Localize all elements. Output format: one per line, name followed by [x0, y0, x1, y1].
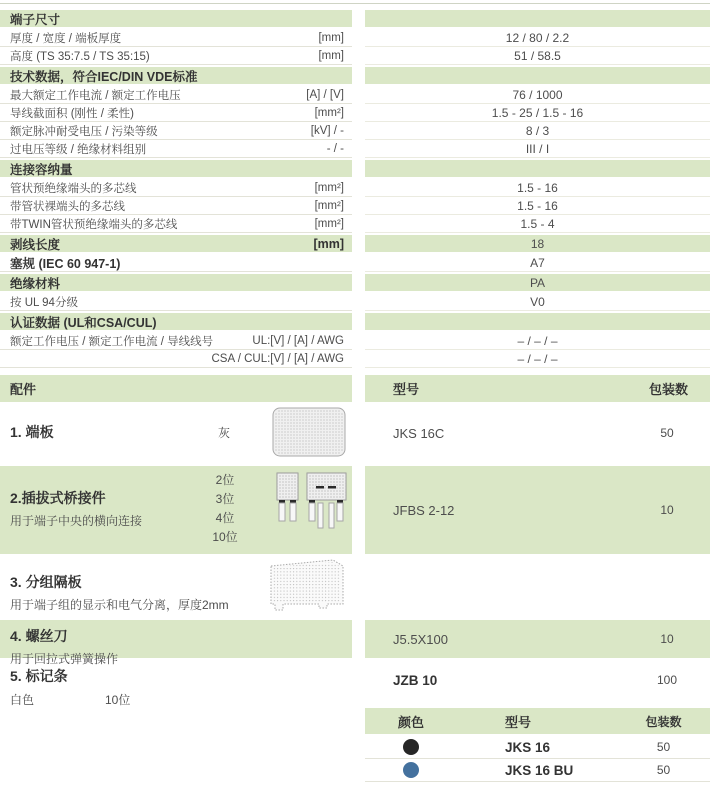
accessory-description: 用于端子组的显示和电气分离，厚度2mm	[10, 598, 229, 612]
spec-value: 76 / 1000	[512, 87, 563, 102]
accessories-header	[0, 375, 352, 402]
model-number: JKS 16 BU	[505, 762, 574, 778]
accessory-color-option: 灰	[218, 426, 231, 440]
pack-quantity: 50	[656, 740, 671, 754]
pack-quantity: 100	[656, 673, 678, 687]
spec-value: A7	[530, 255, 545, 270]
spec-label: 连接容纳量	[10, 162, 73, 177]
spec-label: 剥线长度	[10, 237, 61, 252]
spec-row	[0, 272, 352, 293]
accessory-item	[0, 464, 352, 556]
pack-quantity: 50	[660, 426, 674, 440]
spec-unit: [mm]	[318, 49, 344, 62]
spec-unit: [mm²]	[314, 199, 344, 212]
accessory-item	[0, 402, 352, 464]
spec-value-row	[365, 179, 710, 197]
model-number: JKS 16C	[393, 425, 445, 441]
spec-row	[0, 179, 352, 197]
spec-unit: [mm²]	[314, 106, 344, 119]
spec-value-row	[365, 272, 710, 293]
model-row	[365, 556, 710, 618]
spec-unit: CSA / CUL:[V] / [A] / AWG	[211, 352, 344, 365]
model-number: JFBS 2-12	[393, 502, 455, 518]
spec-label: 高度 (TS 35:7.5 / TS 35:15)	[10, 50, 150, 63]
spec-value-row	[365, 47, 710, 65]
spec-unit: [mm]	[313, 236, 344, 251]
spec-value-row	[365, 293, 710, 311]
group-divider-image	[267, 558, 347, 616]
spec-value: 1.5 - 16	[517, 198, 558, 213]
color-variant-row	[365, 759, 710, 782]
spec-unit: UL:[V] / [A] / AWG	[252, 334, 344, 347]
pole-option: 10位	[212, 530, 238, 544]
spec-row	[0, 122, 352, 140]
models-header	[365, 375, 710, 402]
spec-value-row	[365, 311, 710, 332]
spec-unit: [mm]	[318, 31, 344, 44]
spec-label: 按 UL 94分级	[10, 296, 78, 309]
spec-value-row	[365, 65, 710, 86]
black-dot-icon	[403, 739, 419, 755]
endplate-image	[272, 407, 346, 457]
spec-value-row	[365, 29, 710, 47]
accessory-title: 1. 端板	[10, 424, 54, 440]
spec-value: – / – / –	[517, 333, 558, 348]
color-cell	[365, 739, 457, 755]
spec-value: 1.5 - 4	[520, 216, 555, 231]
spec-label: 端子尺寸	[10, 12, 61, 27]
pack-quantity: 50	[656, 763, 671, 777]
spec-value: PA	[529, 275, 546, 290]
accessories-title: 配件	[10, 382, 37, 397]
color-variants-table	[365, 708, 710, 782]
spec-value-row	[365, 158, 710, 179]
spec-label: 带管状裸端头的多芯线	[10, 200, 125, 213]
accessory-item	[0, 660, 352, 707]
spec-label: 最大额定工作电流 / 额定工作电压	[10, 89, 181, 102]
bridge-connectors-image	[276, 472, 348, 538]
spec-row	[0, 197, 352, 215]
spec-value: 8 / 3	[525, 123, 550, 138]
pack-quantity: 10	[660, 503, 674, 517]
spec-value-row	[365, 215, 710, 233]
spec-label: 过电压等级 / 绝缘材料组别	[10, 143, 147, 156]
model-number: JZB 10	[393, 672, 438, 688]
pole-option: 4位	[215, 511, 235, 525]
spec-row	[0, 311, 352, 332]
spec-value-row	[365, 350, 710, 368]
spec-row	[0, 254, 352, 272]
accessories-list	[0, 402, 352, 707]
accessory-title: 2.插拔式桥接件	[10, 490, 106, 506]
accessory-title: 4. 螺丝刀	[10, 628, 68, 644]
spec-row	[0, 233, 352, 254]
model-number: JKS 16	[505, 739, 551, 755]
pack-quantity: 10	[660, 632, 674, 646]
spec-label: 塞规 (IEC 60 947-1)	[10, 256, 121, 271]
spec-label: 管状预绝缘端头的多芯线	[10, 182, 137, 195]
spec-row	[0, 29, 352, 47]
spec-unit: [mm²]	[314, 217, 344, 230]
spec-unit: [mm²]	[314, 181, 344, 194]
model-row	[365, 402, 710, 464]
models-col-qty: 包装数	[648, 382, 688, 397]
spec-row	[0, 104, 352, 122]
spec-value-row	[365, 8, 710, 29]
accessory-item	[0, 556, 352, 618]
pole-option: 3位	[215, 492, 235, 506]
accessory-item	[0, 618, 352, 666]
spec-unit: [kV] / -	[310, 124, 344, 137]
spec-value: 51 / 58.5	[514, 48, 561, 63]
accessory-title: 5. 标记条	[10, 668, 68, 684]
spec-value-row	[365, 140, 710, 158]
spec-row	[0, 215, 352, 233]
spec-row	[0, 293, 352, 311]
model-number: J5.5X100	[393, 631, 448, 647]
spec-table-labels	[0, 8, 352, 368]
spec-row	[0, 65, 352, 86]
spec-row	[0, 140, 352, 158]
spec-label: 额定脉冲耐受电压 / 污染等级	[10, 125, 158, 138]
spec-value-row	[365, 233, 710, 254]
spec-value-row	[365, 197, 710, 215]
spec-row	[0, 158, 352, 179]
models-col-model: 型号	[393, 382, 420, 397]
spec-value: 1.5 - 25 / 1.5 - 16	[491, 105, 584, 120]
accessory-detail-line	[10, 691, 352, 708]
accessory-description: 用于端子中央的横向连接	[10, 514, 143, 528]
colors-col-model: 型号	[505, 714, 532, 730]
spec-value: – / – / –	[517, 351, 558, 366]
spec-value-row	[365, 104, 710, 122]
model-row	[365, 618, 710, 660]
accessory-description: 用于回拉式弹簧操作	[10, 652, 119, 666]
colors-header	[365, 708, 710, 736]
spec-value-row	[365, 254, 710, 272]
spec-row	[0, 332, 352, 350]
spec-value: V0	[530, 294, 545, 309]
blue-dot-icon	[403, 762, 419, 778]
marker-count-label: 10位	[105, 693, 131, 707]
pole-option: 2位	[215, 473, 235, 487]
spec-table-values	[365, 8, 710, 368]
spec-unit: [A] / [V]	[306, 88, 344, 101]
spec-label: 导线截面积 (刚性 / 柔性)	[10, 107, 134, 120]
spec-label: 技术数据，符合IEC/DIN VDE标准	[10, 69, 198, 84]
spec-label: 绝缘材料	[10, 276, 61, 291]
accessory-pole-options	[203, 471, 247, 547]
spec-row	[0, 350, 352, 368]
spec-value: 12 / 80 / 2.2	[505, 30, 570, 45]
spec-label: 认证数据 (UL和CSA/CUL)	[10, 315, 157, 330]
models-list	[365, 402, 710, 700]
spec-row	[0, 8, 352, 29]
top-rule	[0, 3, 710, 4]
spec-label: 厚度 / 宽度 / 端板厚度	[10, 32, 122, 45]
model-row	[365, 464, 710, 556]
color-variant-row	[365, 736, 710, 759]
model-row	[365, 660, 710, 700]
spec-unit: - / -	[326, 142, 344, 155]
spec-label: 额定工作电压 / 额定工作电流 / 导线线号	[10, 335, 214, 348]
spec-value-row	[365, 332, 710, 350]
spec-value: 18	[530, 236, 545, 251]
spec-value: 1.5 - 16	[517, 180, 558, 195]
spec-label: 带TWIN管状预绝缘端头的多芯线	[10, 218, 178, 231]
colors-rows	[365, 736, 710, 782]
spec-value: III / I	[525, 141, 550, 156]
color-cell	[365, 762, 457, 778]
colors-col-qty: 包装数	[645, 714, 682, 729]
spec-row	[0, 47, 352, 65]
accessory-title: 3. 分组隔板	[10, 574, 82, 590]
spec-value-row	[365, 122, 710, 140]
colors-col-color: 颜色	[397, 714, 424, 730]
spec-value-row	[365, 86, 710, 104]
marker-color-label: 白色	[10, 693, 35, 707]
spec-row	[0, 86, 352, 104]
